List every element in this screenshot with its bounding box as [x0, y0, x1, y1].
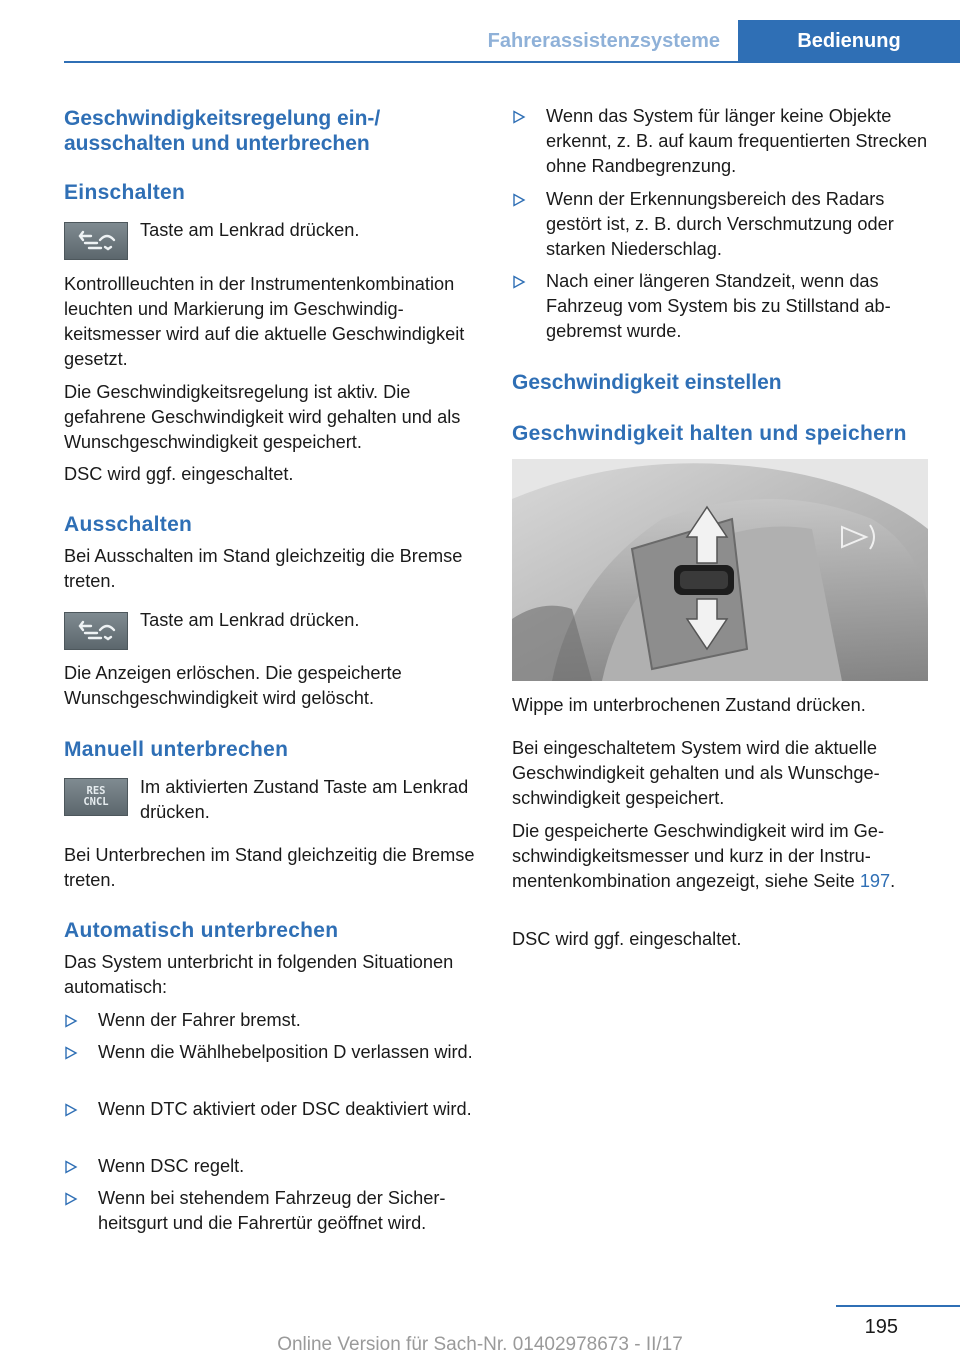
res-cncl-label: RES CNCL	[83, 785, 109, 808]
triangle-right-icon	[512, 193, 526, 207]
list-item-text: Wenn die Wählhebelposition D verlassen wird.	[98, 1042, 473, 1062]
list-item-text: Wenn der Erkennungsbereich des Radars gestört ist, z. B. durch Verschmutzung oder starken Niederschlag.	[546, 189, 894, 259]
header-tab: Bedienung	[738, 20, 960, 63]
list-item-text: Wenn bei stehendem Fahrzeug der Sicherheitsgurt und die Fahrertür geöffnet wird.	[98, 1188, 446, 1233]
paragraph-end: .	[890, 871, 896, 891]
einschalten-paragraph-3: DSC wird ggf. eingeschaltet.	[64, 464, 294, 484]
cruise-control-button-icon	[64, 612, 128, 650]
triangle-right-icon	[64, 1192, 78, 1206]
footer-rule	[836, 1305, 960, 1307]
photo-caption: Wippe im unterbrochenen Zustand drücken.	[512, 695, 866, 715]
triangle-right-icon	[64, 1103, 78, 1117]
right-paragraph-2	[512, 819, 928, 894]
manuell-button-text: Im aktivierten Zustand Taste am Lenkrad drücken.	[140, 777, 469, 822]
cruise-control-icon	[74, 619, 118, 643]
ausschalten-paragraph-2: Die Anzeigen erlöschen. Die gespeicherte Wunschgeschwindigkeit wird gelöscht.	[64, 663, 402, 708]
section-title: Geschwindigkeitsregelung ein-/ ausschalten und unterbrechen	[64, 107, 381, 155]
list-item-text: Wenn DTC aktiviert oder DSC deaktiviert wird.	[98, 1099, 472, 1119]
res-cncl-button-icon	[64, 778, 128, 816]
triangle-right-icon	[64, 1014, 78, 1028]
triangle-right-icon	[512, 275, 526, 289]
heading-ausschalten: Ausschalten	[64, 513, 193, 536]
triangle-right-icon	[64, 1160, 78, 1174]
header-rule	[64, 61, 960, 63]
right-paragraph-1: Bei eingeschaltetem System wird die aktuelle Geschwindigkeit gehalten und als Wunschgeschwindigkeit gespeichert.	[512, 738, 880, 808]
header-section-title: Fahrerassistenzsysteme	[487, 30, 720, 52]
online-version-note: Online Version für Sach-Nr. 01402978673 - II/17	[277, 1334, 683, 1355]
einschalten-paragraph-1: Kontrollleuchten in der Instrumentenkombination leuchten und Markierung im Geschwindigkeitsmesser wird auf die aktuelle Geschwindigkeit gesetzt.	[64, 274, 465, 369]
heading-einschalten: Einschalten	[64, 181, 186, 204]
manuell-paragraph-1: Bei Unterbrechen im Stand gleichzeitig die Bremse treten.	[64, 845, 475, 890]
right-paragraph-3: DSC wird ggf. eingeschaltet.	[512, 929, 742, 949]
automatisch-paragraph-1: Das System unterbricht in folgenden Situationen automatisch:	[64, 952, 454, 997]
ausschalten-paragraph-1: Bei Ausschalten im Stand gleichzeitig die Bremse treten.	[64, 546, 463, 591]
list-item-text: Wenn DSC regelt.	[98, 1156, 245, 1176]
einschalten-button-text: Taste am Lenkrad drücken.	[140, 220, 360, 240]
heading-geschwindigkeit-einstellen: Geschwindigkeit einstellen	[512, 371, 782, 394]
paragraph-text: Die gespeicherte Geschwindigkeit wird im Geschwindigkeitsmesser und kurz in der Instrumentenkombination angezeigt, siehe Seite	[512, 821, 884, 891]
list-item-text: Nach einer längeren Standzeit, wenn das Fahrzeug vom System bis zu Stillstand abgebremst wurde.	[546, 271, 891, 341]
steering-wheel-rocker-photo	[512, 459, 928, 681]
cruise-control-icon	[74, 229, 118, 253]
heading-automatisch: Automatisch unterbrechen	[64, 919, 339, 942]
cruise-control-button-icon	[64, 222, 128, 260]
heading-halten-speichern: Geschwindigkeit halten und speichern	[512, 422, 907, 445]
steering-wheel-illustration	[512, 459, 928, 681]
page-number: 195	[864, 1316, 898, 1338]
page-link[interactable]: 197	[859, 871, 891, 891]
list-item-text: Wenn der Fahrer bremst.	[98, 1010, 301, 1030]
einschalten-paragraph-2: Die Geschwindigkeitsregelung ist aktiv. Die gefahrene Geschwindigkeit wird gehalten und als Wunschgeschwindigkeit gespeichert.	[64, 382, 461, 452]
triangle-right-icon	[64, 1046, 78, 1060]
ausschalten-button-text: Taste am Lenkrad drücken.	[140, 610, 360, 630]
triangle-right-icon	[512, 110, 526, 124]
heading-manuell: Manuell unterbrechen	[64, 738, 289, 761]
list-item-text: Wenn das System für länger keine Objekte erkennt, z. B. auf kaum frequentierten Strecken ohne Randbegrenzung.	[546, 106, 928, 176]
